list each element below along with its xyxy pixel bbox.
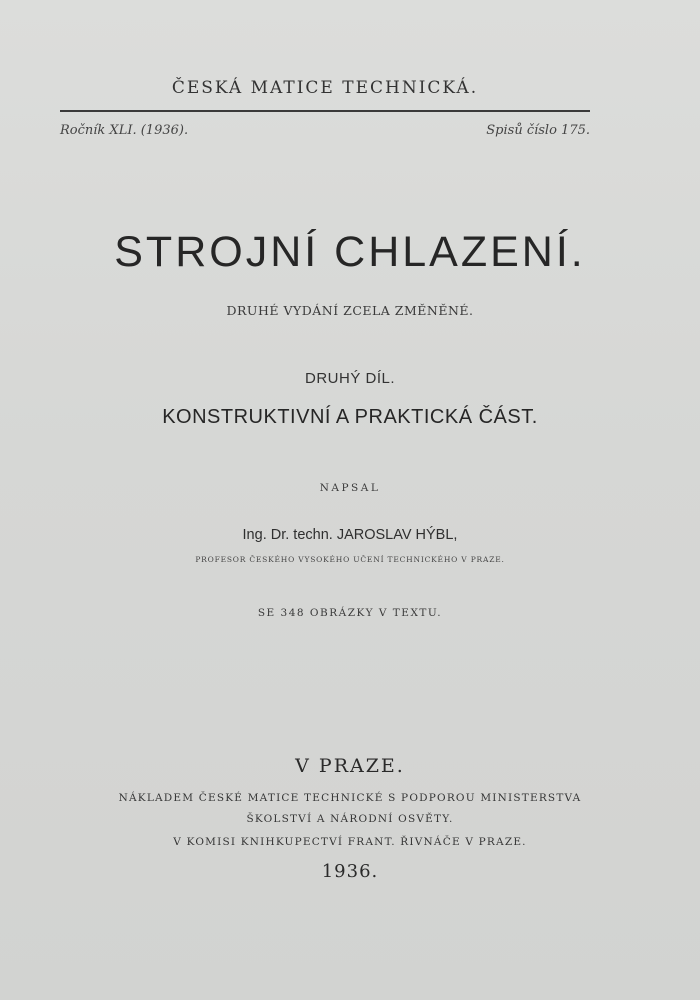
book-title: STROJNÍ CHLAZENÍ. [114, 228, 586, 276]
publication-city: V PRAZE. [295, 755, 405, 777]
written-by-label: NAPSAL [319, 482, 381, 494]
publisher-header: ČESKÁ MATICE TECHNICKÁ. [171, 78, 479, 98]
volume-info: Ročník XLI. (1936). [60, 123, 189, 138]
part-label: DRUHÝ DÍL. [304, 370, 395, 387]
imprint-line: NÁKLADEM ČESKÉ MATICE TECHNICKÉ S PODPOROU MINISTERSTVA [118, 792, 582, 804]
imprint-line: ŠKOLSTVÍ A NÁRODNÍ OSVĚTY. [246, 813, 454, 825]
author-role: PROFESOR ČESKÉHO VYSOKÉHO UČENÍ TECHNICKÉHO V PRAZE. [195, 555, 505, 564]
part-title: KONSTRUKTIVNÍ A PRAKTICKÁ ČÁST. [162, 406, 538, 428]
imprint-line: V KOMISI KNIHKUPECTVÍ FRANT. ŘIVNÁČE V PRAZE. [173, 836, 527, 848]
figures-note: SE 348 OBRÁZKY V TEXTU. [257, 607, 443, 619]
publication-year: 1936. [321, 861, 379, 882]
header-rule [60, 110, 590, 112]
series-number: Spisů číslo 175. [486, 123, 590, 138]
author-name: Ing. Dr. techn. JAROSLAV HÝBL, [242, 527, 458, 543]
edition-note: DRUHÉ VYDÁNÍ ZCELA ZMĚNĚNÉ. [226, 303, 474, 318]
